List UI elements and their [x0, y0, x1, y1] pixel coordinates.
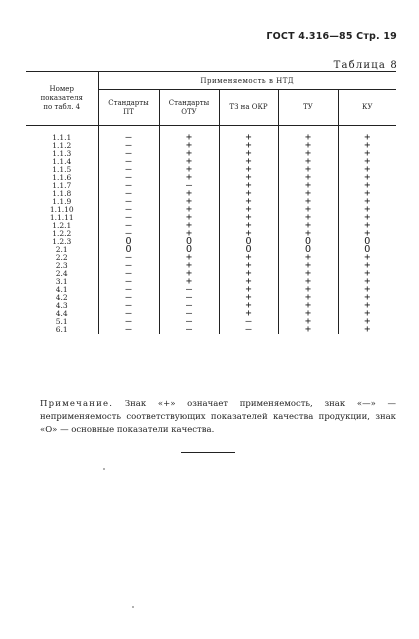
applicability-mark: + [245, 180, 252, 191]
row-number: 4.1 [55, 285, 68, 294]
table-row [26, 222, 396, 230]
row-number: 1.1.4 [52, 157, 72, 166]
applicability-mark: — [125, 180, 132, 191]
table-row [26, 246, 396, 254]
applicability-mark: + [304, 156, 312, 167]
table-row [26, 302, 396, 310]
table-row [26, 230, 396, 238]
row-number: 1.1.11 [49, 213, 74, 222]
applicability-mark: + [245, 284, 252, 295]
cell [219, 326, 278, 334]
applicability-mark: + [364, 276, 371, 287]
table-title: Таблица 8 [333, 60, 398, 71]
applicability-mark: O [185, 236, 193, 247]
applicability-mark: — [245, 316, 252, 327]
column-header-otu [159, 90, 219, 126]
applicability-mark: + [304, 308, 312, 319]
applicability-mark: + [185, 204, 193, 215]
applicability-mark: + [304, 220, 312, 231]
applicability-mark: + [304, 188, 312, 199]
applicability-mark: + [245, 132, 252, 143]
applicability-mark: — [125, 188, 132, 199]
applicability-mark: + [364, 324, 371, 335]
applicability-mark: + [364, 308, 371, 319]
applicability-mark: + [364, 252, 371, 263]
applicability-mark: + [185, 212, 193, 223]
applicability-mark: + [304, 300, 312, 311]
applicability-mark: — [125, 172, 132, 183]
applicability-mark: O [125, 236, 132, 247]
applicability-mark: + [304, 260, 312, 271]
column-header-line: КУ [362, 103, 373, 111]
row-number: 1.1.6 [52, 173, 72, 182]
spacer-row [26, 126, 396, 135]
applicability-mark: + [185, 260, 193, 271]
table-row [26, 166, 396, 174]
applicability-mark: + [185, 140, 193, 151]
applicability-mark: + [245, 188, 252, 199]
applicability-mark: + [304, 228, 312, 239]
applicability-mark: + [304, 316, 312, 327]
applicability-mark: + [245, 252, 252, 263]
applicability-mark: + [304, 276, 312, 287]
applicability-mark: + [245, 172, 252, 183]
applicability-mark: + [185, 252, 193, 263]
applicability-mark: + [364, 228, 371, 239]
table-row [26, 214, 396, 222]
applicability-mark: + [364, 148, 371, 159]
row-number: 2.2 [55, 253, 68, 262]
applicability-mark: + [245, 156, 252, 167]
row-number: 2.3 [55, 261, 68, 270]
applicability-mark: + [185, 196, 193, 207]
applicability-mark: + [304, 204, 312, 215]
row-number: 1.1.2 [52, 141, 72, 150]
applicability-mark: + [364, 268, 371, 279]
applicability-mark: — [125, 260, 132, 271]
row-number: 1.1.8 [52, 189, 72, 198]
applicability-mark: + [364, 172, 371, 183]
row-number: 4.4 [55, 309, 68, 318]
row-number: 5.1 [55, 317, 68, 326]
applicability-mark: + [185, 276, 193, 287]
row-number: 4.2 [55, 293, 68, 302]
table-row [26, 182, 396, 190]
applicability-mark: — [185, 180, 193, 191]
applicability-mark: + [364, 196, 371, 207]
applicability-mark: O [245, 244, 252, 255]
table-row [26, 318, 396, 326]
applicability-mark: O [245, 236, 252, 247]
applicability-mark: + [185, 148, 193, 159]
applicability-mark: + [364, 140, 371, 151]
row-number: 1.1.3 [52, 149, 72, 158]
table-row [26, 286, 396, 294]
applicability-mark: O [304, 244, 312, 255]
applicability-mark: — [185, 316, 193, 327]
applicability-mark: — [125, 300, 132, 311]
applicability-mark: + [304, 292, 312, 303]
table-row [26, 142, 396, 150]
applicability-mark: — [185, 300, 193, 311]
applicability-mark: + [364, 300, 371, 311]
applicability-mark: + [245, 268, 252, 279]
end-rule [181, 452, 235, 453]
applicability-mark: — [125, 252, 132, 263]
applicability-mark: — [125, 148, 132, 159]
applicability-mark: — [185, 324, 193, 335]
row-number: 1.1.5 [52, 165, 72, 174]
column-header-pt [98, 90, 159, 126]
applicability-mark: + [245, 228, 252, 239]
table-row [26, 254, 396, 262]
applicability-mark: + [245, 196, 252, 207]
applicability-mark: O [364, 244, 371, 255]
applicability-mark: + [185, 172, 193, 183]
column-header-line: ОТУ [181, 107, 197, 116]
applicability-mark: + [364, 204, 371, 215]
applicability-mark: O [125, 244, 132, 255]
applicability-mark: — [125, 324, 132, 335]
column-header-line: ТЗ на ОКР [229, 103, 268, 111]
table-row [26, 294, 396, 302]
applicability-mark: + [364, 164, 371, 175]
row-number: 1.1.7 [52, 181, 72, 190]
row-number: 1.2.1 [52, 221, 72, 230]
row-header-line: по табл. 4 [43, 103, 81, 111]
applicability-mark: + [364, 180, 371, 191]
applicability-mark: + [245, 204, 252, 215]
table-row [26, 134, 396, 142]
applicability-mark: + [185, 156, 193, 167]
table-note [40, 398, 396, 437]
cell [159, 326, 219, 334]
table-row [26, 190, 396, 198]
applicability-mark: + [364, 284, 371, 295]
applicability-mark: + [364, 156, 371, 167]
applicability-mark: O [304, 236, 312, 247]
applicability-mark: + [364, 292, 371, 303]
column-header-ku [338, 90, 396, 126]
applicability-mark: — [185, 292, 193, 303]
row-number: 1.1.1 [52, 133, 72, 142]
applicability-mark: + [364, 316, 371, 327]
table-row [26, 158, 396, 166]
row-number: 1.1.9 [52, 197, 72, 206]
applicability-mark: — [125, 132, 132, 143]
row-number: 1.2.3 [52, 237, 72, 246]
applicability-mark: + [245, 292, 252, 303]
table-row [26, 238, 396, 246]
table-row [26, 270, 396, 278]
table-row [26, 150, 396, 158]
table-row [26, 262, 396, 270]
scan-speck [132, 606, 134, 608]
applicability-mark: + [245, 300, 252, 311]
applicability-mark: — [125, 212, 132, 223]
applicability-mark: — [125, 228, 132, 239]
table-row [26, 310, 396, 318]
applicability-mark: + [364, 132, 371, 143]
row-header [26, 72, 98, 126]
cell [278, 326, 338, 334]
cell [338, 326, 396, 334]
applicability-mark: + [304, 164, 312, 175]
applicability-mark: + [245, 148, 252, 159]
applicability-mark: + [304, 132, 312, 143]
applicability-mark: — [185, 308, 193, 319]
cell [98, 326, 159, 334]
applicability-mark: + [185, 220, 193, 231]
applicability-mark: — [125, 204, 132, 215]
row-number: 1.2.2 [52, 229, 72, 238]
applicability-mark: + [304, 180, 312, 191]
applicability-mark: + [304, 148, 312, 159]
applicability-mark: + [364, 220, 371, 231]
applicability-mark: + [245, 220, 252, 231]
applicability-table [26, 71, 396, 334]
column-header-line: Стандарты [108, 98, 149, 107]
applicability-mark: + [364, 212, 371, 223]
applicability-mark: — [125, 220, 132, 231]
applicability-mark: + [245, 212, 252, 223]
column-header-line: ПТ [123, 107, 134, 116]
applicability-mark: + [185, 188, 193, 199]
table-row [26, 198, 396, 206]
row-header-line: показателя [40, 94, 83, 102]
applicability-mark: — [125, 292, 132, 303]
applicability-mark: + [185, 268, 193, 279]
applicability-mark: O [364, 236, 371, 247]
applicability-mark: + [364, 188, 371, 199]
applicability-mark: — [125, 284, 132, 295]
applicability-mark: + [364, 260, 371, 271]
applicability-mark: — [125, 196, 132, 207]
applicability-mark: + [245, 276, 252, 287]
group-header: Применяемость в НТД [98, 72, 396, 90]
table-row [26, 174, 396, 182]
table-row [26, 326, 396, 334]
column-header-tu [278, 90, 338, 126]
applicability-mark: + [304, 324, 312, 335]
row-number: 2.4 [55, 269, 68, 278]
column-header-line: Стандарты [168, 98, 210, 107]
applicability-mark: + [304, 268, 312, 279]
page-header: ГОСТ 4.316—85 Стр. 19 [266, 31, 397, 42]
applicability-mark: + [304, 196, 312, 207]
applicability-mark: — [185, 284, 193, 295]
row-number: 2.1 [55, 245, 68, 254]
row-number: 6.1 [55, 325, 68, 334]
applicability-mark: + [185, 164, 193, 175]
applicability-mark: + [304, 172, 312, 183]
applicability-mark: + [245, 164, 252, 175]
applicability-mark: + [304, 252, 312, 263]
applicability-mark: — [125, 308, 132, 319]
applicability-mark: — [125, 316, 132, 327]
applicability-mark: + [304, 140, 312, 151]
column-header-line: ТУ [303, 103, 313, 111]
applicability-mark: + [304, 284, 312, 295]
applicability-mark: + [245, 308, 252, 319]
applicability-mark: — [125, 276, 132, 287]
applicability-mark: + [304, 212, 312, 223]
applicability-mark: — [245, 324, 252, 335]
row-number: 4.3 [55, 301, 68, 310]
applicability-mark: — [125, 164, 132, 175]
applicability-mark: — [125, 268, 132, 279]
applicability-mark: — [125, 140, 132, 151]
table-row [26, 278, 396, 286]
table-row [26, 206, 396, 214]
applicability-mark: — [125, 156, 132, 167]
note-label: Примечание. [40, 399, 114, 409]
scan-speck [103, 468, 105, 470]
row-number: 3.1 [55, 277, 68, 286]
applicability-mark: O [185, 244, 193, 255]
row-number: 1.1.10 [49, 205, 74, 214]
column-header-tz [219, 90, 278, 126]
applicability-mark: + [245, 260, 252, 271]
row-header-line: Номер [49, 85, 74, 93]
applicability-mark: + [245, 140, 252, 151]
applicability-mark: + [185, 228, 193, 239]
note-text: Знак «+» означает применяемость, знак «—» — неприменяемость соответствующих показателей качества продукции, знак «О» — основные показатели качества. [40, 399, 396, 435]
applicability-mark: + [185, 132, 193, 143]
